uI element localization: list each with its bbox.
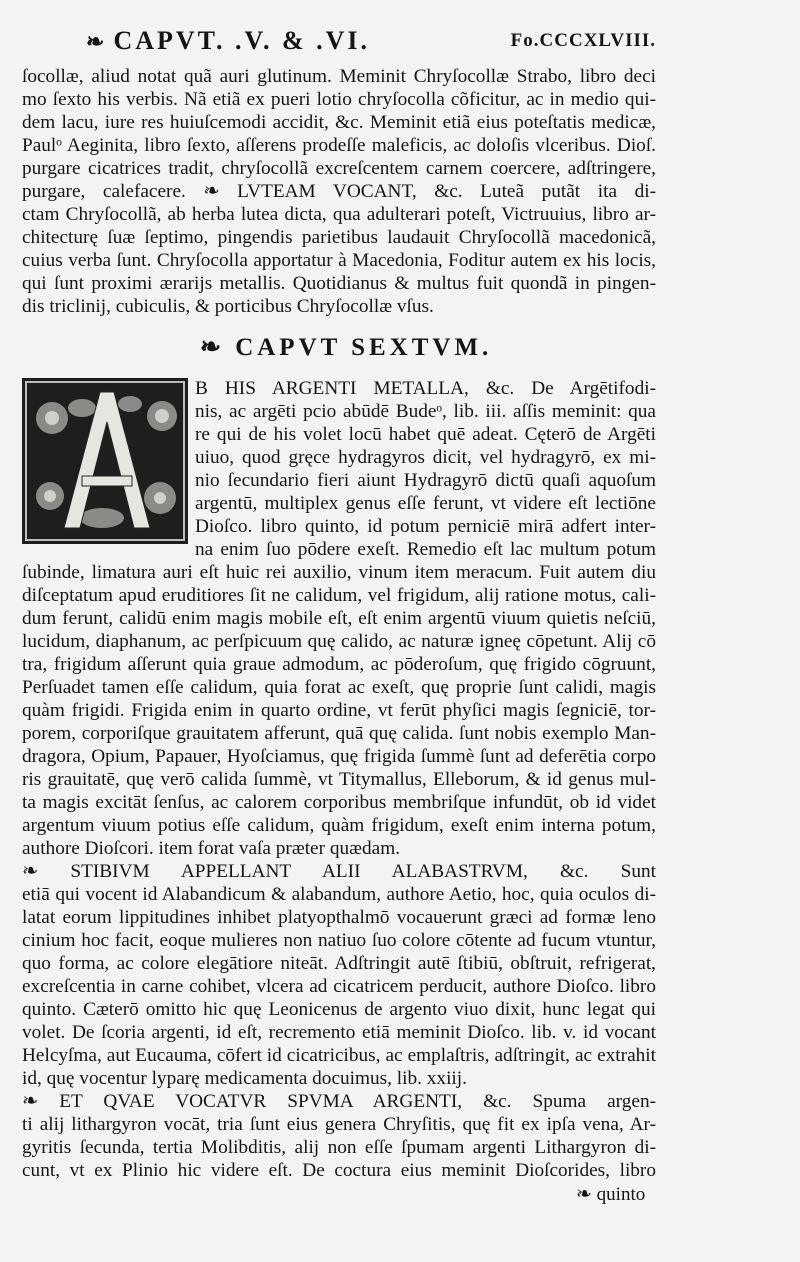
text-line: ❧ ET QVAE VOCATVR SPVMA ARGENTI, &c. Spuma argen- <box>22 1091 656 1112</box>
text-line: B HIS ARGENTI METALLA, &c. De Argētifodi- <box>195 378 656 399</box>
chapter-heading <box>86 26 370 56</box>
text-line: mo ſexto his verbis. Nã etiã ex pueri lotio chryſocolla cõficitur, ac in medio qui- <box>22 89 656 110</box>
text-line: cunt, vt ex Plinio hic videre eſt. De coctura eius meminit Dioſcorides, libro <box>22 1160 656 1181</box>
chapter-title: CAPVT. .V. & .VI. <box>113 26 371 55</box>
text-line: latat eorum lippitudines inhibet platyopthalmō vocauerunt græci ad formæ leno <box>22 907 656 928</box>
text-line: tra, frigidum aſſerunt quia graue admodum, ac pōderoſum, quę frigido cōgruunt, <box>22 654 656 675</box>
text-line: Paulᵒ Aeginita, libro ſexto, aſſerens prodeſſe maleficis, ac doloſis vlceribus. Dioſ. <box>22 135 656 156</box>
text-line: dragora, Opium, Papauer, Hyoſciamus, quę frigida ſummè ſunt ad deferētia corpo <box>22 746 656 767</box>
text-line: dum ferunt, calidū enim magis mobile eſt, eſt enim argentū viuum quietis neſciū, <box>22 608 656 629</box>
text-line: argentum viuum potius eſſe calidum, quàm frigidum, exeſt enim interna potum, <box>22 815 656 836</box>
text-line: quo forma, ac colore elegātiore niteāt. Adſtringit autē ſtibiū, obſtruit, refrigerat, <box>22 953 656 974</box>
catchword: ❧ quinto <box>576 1184 646 1205</box>
ornamental-initial-icon <box>22 378 188 544</box>
text-line: dem lacu, iure res huiuſcemodi accidit, &c. Meminit etiã eius poteſtatis medicæ, <box>22 112 656 133</box>
decorated-initial <box>22 378 188 544</box>
text-line: ris grauitatē, quę verō calida ſummè, vt Titymallus, Elleborum, & id genus mul- <box>22 769 656 790</box>
text-line: authore Dioſcori. item forat vaſa præter quædam. <box>22 838 401 859</box>
section-title: ❧ CAPVT SEXTVM. <box>200 334 493 361</box>
text-line: ta magis excitāt ſenſus, ac calorem corporibus membriſque infundūt, ob id videt <box>22 792 656 813</box>
text-line: purgare, calefacere. ❧ LVTEAM VOCANT, &c. Luteã putãt ita di- <box>22 181 656 202</box>
folio-number: Fo.CCCXLVIII. <box>510 30 656 51</box>
running-header <box>86 26 656 56</box>
text-line: nis, ac argēti pcio abūdē Budeᵒ, lib. iii. aſſis meminit: qua <box>195 401 656 422</box>
text-line: chitecturę ſuæ ſeptimo, pingendis parietibus laudauit Chryſocollã macedonicã, <box>22 227 656 248</box>
text-line: cuius verba ſunt. Chryſocolla apportatur à Macedonia, Foditur autem ex his locis, <box>22 250 656 271</box>
text-line: volet. De ſcoria argenti, id eſt, recremento etiā meminit Dioſco. lib. v. id vocant <box>22 1022 656 1043</box>
text-line: argentū, multiplex genus eſſe ferunt, vt videre eſt lectiōne <box>195 493 656 514</box>
text-line: dis triclinij, cubiculis, & porticibus Chryſocollæ vſus. <box>22 296 434 317</box>
text-line: id, quę vocentur lyparę medicamenta docuimus, lib. xxiij. <box>22 1068 467 1089</box>
text-line: qui ſunt proximi ærarijs metallis. Quotidianus & multus fuit quondã in pingen- <box>22 273 656 294</box>
text-line: na enim ſuo pōdere exeſt. Remedio eſt lac multum potum <box>195 539 656 560</box>
text-line: excreſcentia in carne cohibet, vlcera ad cicatricem perducit, authore Dioſco. libro <box>22 976 656 997</box>
text-line: quàm frigidi. Frigida enim in quarto ordine, vt ferūt phyſici magis ſegniciē, tor- <box>22 700 656 721</box>
text-line: Perſuadet tamen eſſe calidum, quia forat ac exeſt, quę proprie ſunt calidi, magis <box>22 677 656 698</box>
text-line: ſubinde, limatura auri eſt huic rei auxilio, vinum item meracum. Fuit autem diu <box>22 562 656 583</box>
text-line: purgare cicatrices tradit, chryſocollã excreſcentem carnem coercere, adſtringere, <box>22 158 656 179</box>
text-line: uiuo, quod gręce hydragyros dicit, vel hydragyrō, ex mi- <box>195 447 656 468</box>
text-line: lucidum, diaphanum, ac perſpicuum quę calido, ac naturæ igneę cōpetunt. Alij cō <box>22 631 656 652</box>
text-line: cinium hoc facit, eoque mulieres non natiuo ſuo colore cōtente ad fucum vtuntur, <box>22 930 656 951</box>
text-line: etiā qui vocent id Alabandicum & alabandum, authore Aetio, hoc, quia oculos di- <box>22 884 656 905</box>
fleuron-icon: ❧ <box>86 29 108 54</box>
text-line: porem, corporiſque grauitatem afferunt, quā quę calida. ſunt nobis exemplo Man- <box>22 723 656 744</box>
text-line: gyritis ſecunda, tertia Molibditis, alij non eſſe ſpumam argenti Lithargyron di- <box>22 1137 656 1158</box>
text-line: ti alij lithargyron vocāt, tria ſunt eius genera Chryſitis, quę fit ex ipſa vena, Ar- <box>22 1114 656 1135</box>
text-line: ctam Chryſocollã, ab herba lutea dicta, qua adulterari poteſt, Victruuius, libro ar- <box>22 204 656 225</box>
text-line: ſocollæ, aliud notat quã auri glutinum. Meminit Chryſocollæ Strabo, libro deci <box>22 66 656 87</box>
text-line: ❧ STIBIVM APPELLANT ALII ALABASTRVM, &c. Sunt <box>22 861 656 882</box>
text-line: nio ſecundario fieri aiunt Hydragyrō dictū quaſi aquoſum <box>195 470 656 491</box>
text-line: Dioſco. libro quinto, id potum perniciē mirā adfert inter- <box>195 516 656 537</box>
text-line: quinto. Cæterō omitto hic quę Leonicenus de argento viuo dixit, hunc legat qui <box>22 999 656 1020</box>
text-line: diſceptatum apud eruditiores ſit ne calidum, vel frigidum, alij ratione motus, cali- <box>22 585 656 606</box>
text-line: re qui de his volet locū habet quē adeat. Cęterō de Argēti <box>195 424 656 445</box>
text-line: Helcyſma, aut Eucauma, cōfert id cicatricibus, ac emplaſtris, adſtringit, ac extrahit <box>22 1045 656 1066</box>
